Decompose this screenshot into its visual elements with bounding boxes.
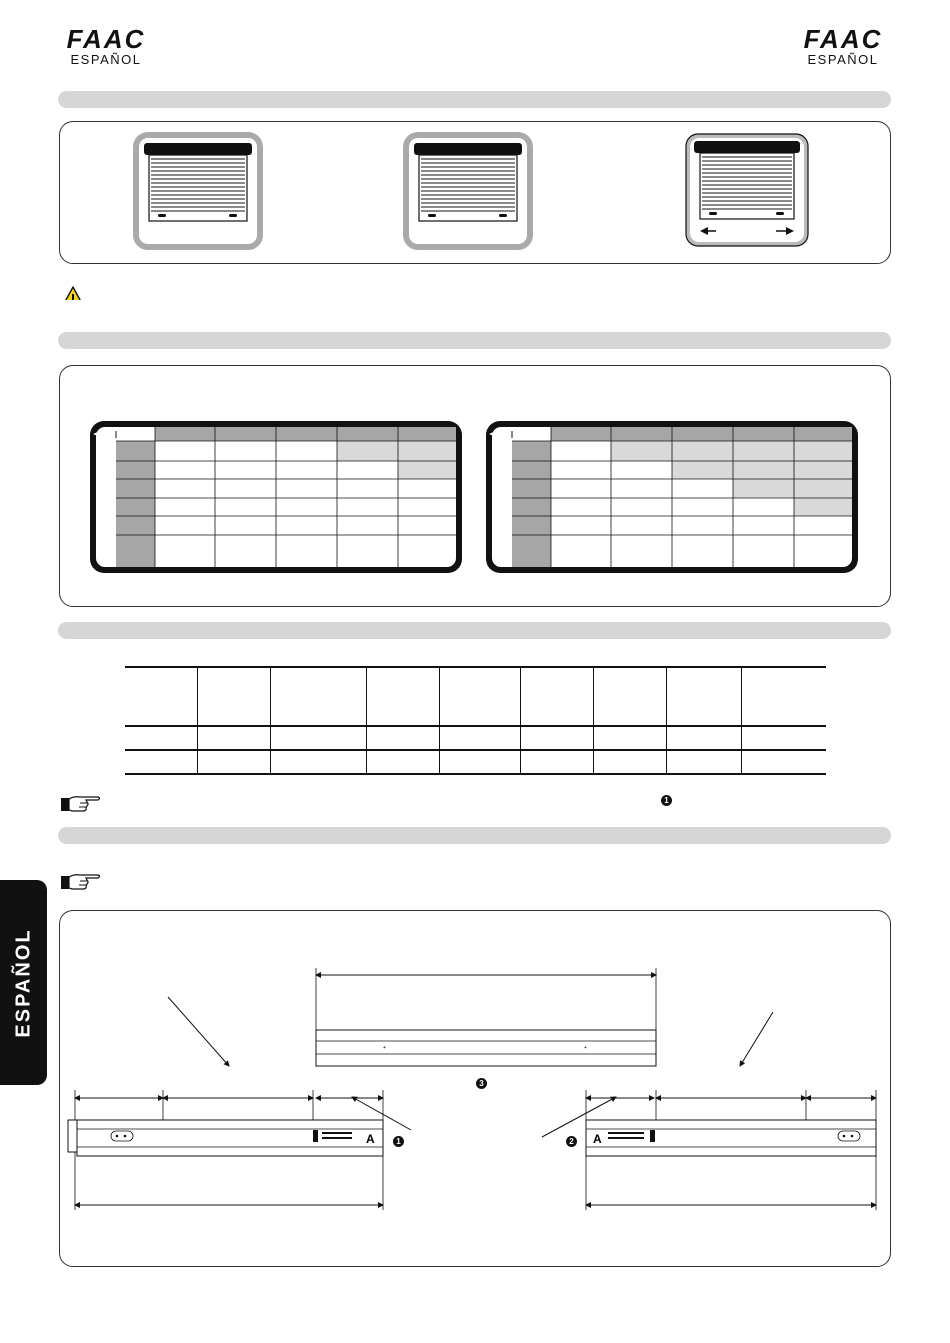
grid-row-header-cell [116,479,155,498]
grid-row-header-cell [512,498,551,516]
grid-row-header-cell [512,516,551,535]
grid-shaded-cell [794,479,852,498]
shutter-figures [0,0,950,300]
grid-row-header-cell [512,461,551,479]
logo-language: ESPAÑOL [70,52,142,67]
grid-row-header-cell [116,461,155,479]
grid-header-cell [551,427,611,441]
svg-text:+: + [584,1045,587,1051]
section-bar-2 [58,332,891,349]
grid-shaded-cell [337,441,398,461]
tube-cross-section [316,968,656,1066]
grid-shaded-cell [611,441,672,461]
callout-badge-1: 1 [393,1136,404,1147]
grid-shaded-cell [733,479,794,498]
grid-header-cell [672,427,733,441]
callout-badge-2: 2 [566,1136,577,1147]
grid-row-header-cell [116,516,155,535]
tube-technical-drawing [0,960,950,1220]
grid-shaded-cell [794,461,852,479]
pointing-hand-icon [60,872,102,892]
grid-row-header-cell [512,479,551,498]
grid-header-cell [794,427,852,441]
grid-shaded-cell [733,441,794,461]
callout-badge-3: 3 [476,1078,487,1089]
shutter-illustration-3 [686,134,808,246]
grid-header-cell [276,427,337,441]
specifications-table [125,666,826,775]
warning-triangle-icon [61,287,85,300]
grid-row-header-cell [512,535,551,567]
grid-header-cell [611,427,672,441]
grid-header-cell [155,427,215,441]
logo-wordmark: FAAC [803,24,883,54]
grid-shaded-cell [794,498,852,516]
grid-header-cell [215,427,276,441]
section-bar-4 [58,827,891,844]
grid-diagrams [0,400,950,590]
grid-row-header-cell [116,535,155,567]
grid-diagram-left [90,421,462,573]
grid-shaded-cell [398,441,456,461]
grid-shaded-cell [398,461,456,479]
svg-text:A: A [593,1132,602,1146]
callout-badge-1-top: 1 [661,795,672,806]
pointing-hand-icon [60,794,102,814]
grid-row-header-cell [512,441,551,461]
grid-shaded-cell [672,441,733,461]
grid-shaded-cell [672,461,733,479]
grid-shaded-cell [794,441,852,461]
grid-diagram-right [486,421,858,573]
tube-left [68,1090,411,1210]
grid-row-header-cell [116,441,155,461]
section-bar-3 [58,622,891,639]
logo-language: ESPAÑOL [807,52,879,67]
grid-header-cell [733,427,794,441]
svg-text:+: + [383,1045,386,1051]
grid-header-cell [398,427,456,441]
shutter-illustration-1 [136,135,260,247]
shutter-illustration-2 [406,135,530,247]
tube-right [542,1090,876,1210]
grid-header-cell [337,427,398,441]
svg-text:A: A [366,1132,375,1146]
logo-wordmark: FAAC [66,24,146,54]
grid-row-header-cell [116,498,155,516]
side-tab-label: ESPAÑOL [12,927,34,1038]
grid-shaded-cell [733,461,794,479]
